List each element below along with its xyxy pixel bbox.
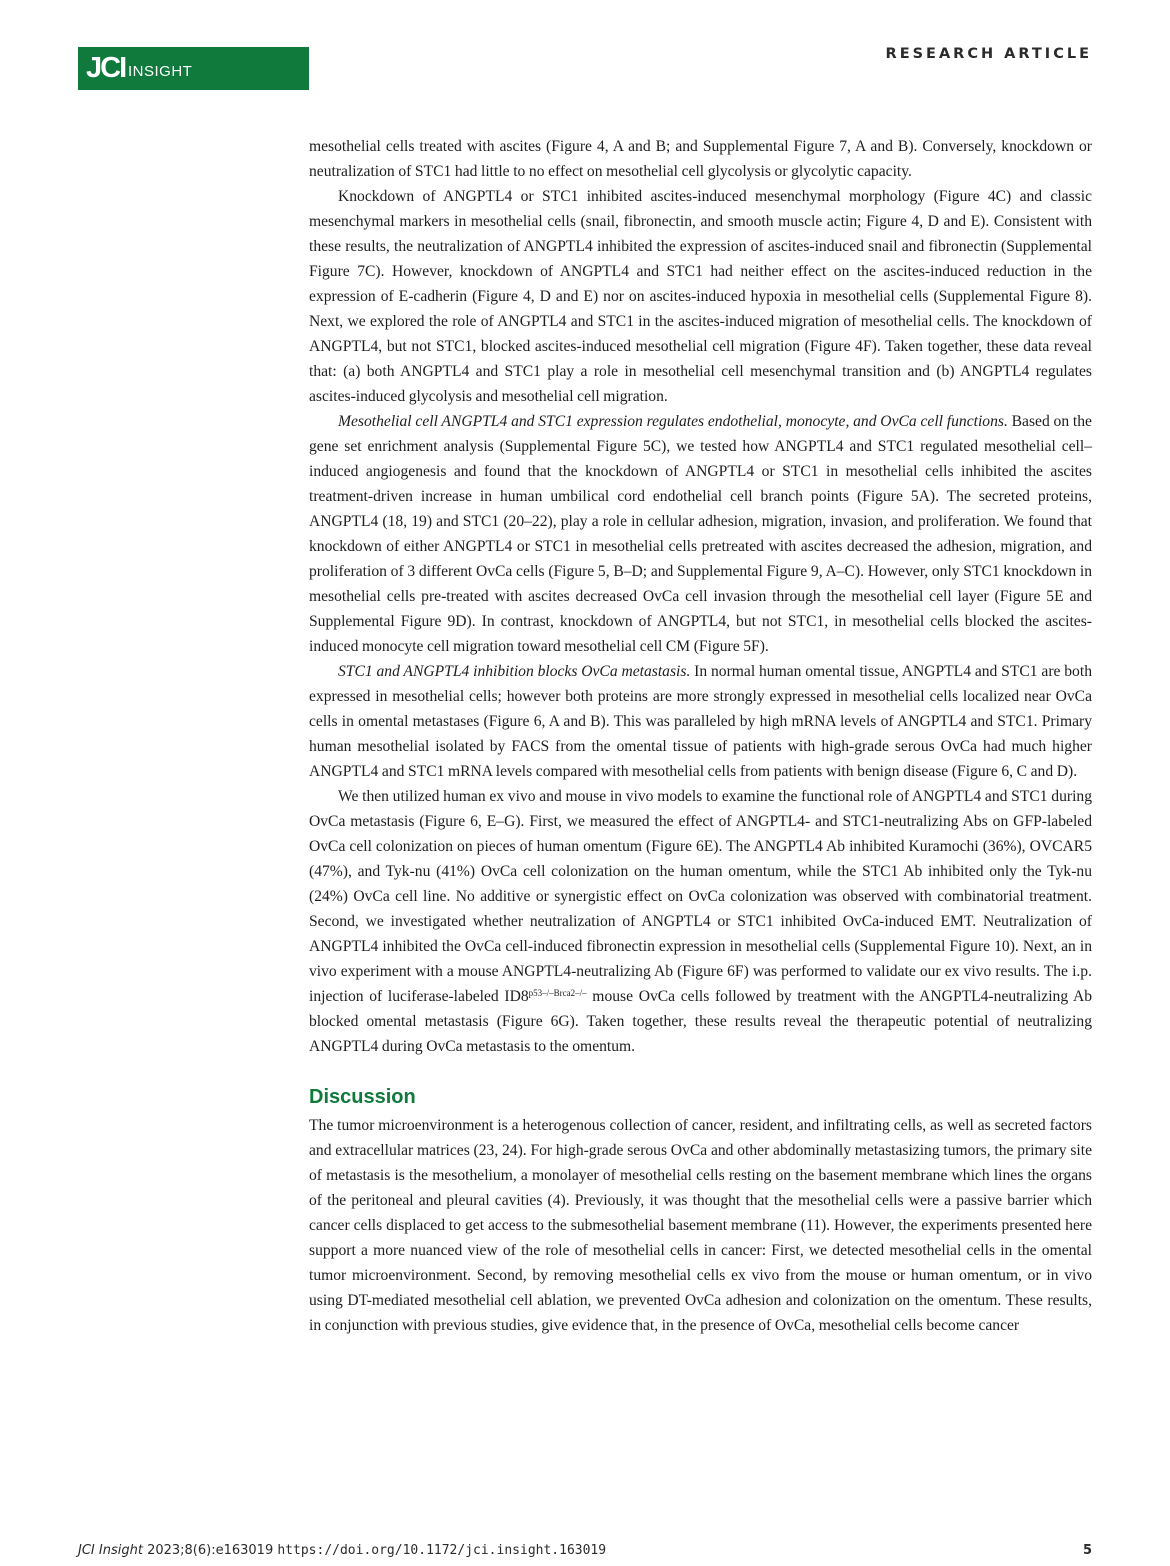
paragraph-4-text: In normal human omental tissue, ANGPTL4 and STC1 are both expressed in mesothelial cells; however both proteins are more strongly expressed in mesothelial cells localized near OvCa cells in omental metastases (Figure 6, A and B). This was paralleled by high mRNA levels of ANGPTL4 and STC1. Primary human mesothelial isolated by FACS from the omental tissue of patients with high-grade serous OvCa had much higher ANGPTL4 and STC1 mRNA levels compared with mesothelial cells from patients with benign disease (Figure 6, C and D). xyxy=(309,663,1092,780)
genotype-superscript: p53–/–Brca2–/– xyxy=(528,988,587,998)
paragraph-1: mesothelial cells treated with ascites (Figure 4, A and B; and Supplemental Figure 7, A and B). Conversely, knockdown or neutralization of STC1 had little to no effect on mesothelial cell glycolysis or glycolytic capacity. xyxy=(309,138,1092,180)
paragraph-4 xyxy=(309,659,1092,784)
logo-mark: JCI xyxy=(86,52,126,84)
footer-journal-name: JCI Insight xyxy=(78,1543,143,1558)
paragraph-3-text: Based on the gene set enrichment analysis (Supplemental Figure 5C), we tested how ANGPTL4 and STC1 regulated mesothelial cell–induced angiogenesis and found that the knockdown of ANGPTL4 or STC1 in mesothelial cells inhibited the ascites treatment-driven increase in human umbilical cord endothelial cell branch points (Figure 5A). The secreted proteins, ANGPTL4 (18, 19) and STC1 (20–22), play a role in cellular adhesion, migration, invasion, and proliferation. We found that knockdown of either ANGPTL4 or STC1 in mesothelial cells pretreated with ascites decreased the adhesion, migration, and proliferation of 3 different OvCa cells (Figure 5, B–D; and Supplemental Figure 9, A–C). However, only STC1 knockdown in mesothelial cells pre-treated with ascites decreased OvCa cell invasion through the mesothelial cell layer (Figure 5E and Supplemental Figure 9D). In contrast, knockdown of ANGPTL4, but not STC1, in mesothelial cells blocked the ascites-induced monocyte cell migration toward mesothelial cell CM (Figure 5F). xyxy=(309,413,1092,655)
paragraph-5 xyxy=(309,784,1092,1059)
journal-logo xyxy=(78,47,309,90)
paragraph-3-run-in-heading: Mesothelial cell ANGPTL4 and STC1 expression regulates endothelial, monocyte, and OvCa cell functions. xyxy=(338,413,1008,430)
footer-citation-text: 2023;8(6):e163019 xyxy=(142,1543,278,1558)
paragraph-3 xyxy=(309,409,1092,659)
paragraph-4-run-in-heading: STC1 and ANGPTL4 inhibition blocks OvCa metastasis. xyxy=(338,663,691,680)
logo-word: INSIGHT xyxy=(128,63,193,80)
paragraph-2: Knockdown of ANGPTL4 or STC1 inhibited ascites-induced mesenchymal morphology (Figure 4C) and classic mesenchymal markers in mesothelial cells (snail, fibronectin, and smooth muscle actin; Figure 4, D and E). Consistent with these results, the neutralization of ANGPTL4 inhibited the expression of ascites-induced snail and fibronectin (Supplemental Figure 7C). However, knockdown of ANGPTL4 and STC1 had neither effect on the ascites-induced reduction in the expression of E-cadherin (Figure 4, D and E) nor on ascites-induced hypoxia in mesothelial cells (Supplemental Figure 8). Next, we explored the role of ANGPTL4 and STC1 in the ascites-induced migration of mesothelial cells. The knockdown of ANGPTL4, but not STC1, blocked ascites-induced mesothelial cell migration (Figure 4F). Taken together, these data reveal that: (a) both ANGPTL4 and STC1 play a role in mesothelial cell mesenchymal transition and (b) ANGPTL4 regulates ascites-induced glycolysis and mesothelial cell migration. xyxy=(309,188,1092,405)
paragraph-5-text-b: mouse OvCa cells followed by treatment with the ANGPTL4-neutralizing Ab blocked omental metastasis (Figure 6G). Taken together, these results reveal the therapeutic potential of neutralizing ANGPTL4 during OvCa metastasis to the omentum. xyxy=(309,988,1093,1055)
footer-doi-link[interactable]: https://doi.org/10.1172/jci.insight.163019 xyxy=(277,1543,607,1558)
article-body xyxy=(309,134,1092,1338)
paragraph-5-text-a: We then utilized human ex vivo and mouse in vivo models to examine the functional role of ANGPTL4 and STC1 during OvCa metastasis (Figure 6, E–G). First, we measured the effect of ANGPTL4- and STC1-neutralizing Abs on GFP-labeled OvCa cell colonization on pieces of human omentum (Figure 6E). The ANGPTL4 Ab inhibited Kuramochi (36%), OVCAR5 (47%), and Tyk-nu (41%) OvCa cell colonization on the human omentum, while the STC1 Ab inhibited only the Tyk-nu (24%) OvCa cell line. No additive or synergistic effect on OvCa colonization was observed with combinatorial treatment. Second, we investigated whether neutralization of ANGPTL4 or STC1 inhibited OvCa-induced EMT. Neutralization of ANGPTL4 inhibited the OvCa cell-induced fibronectin expression in mesothelial cells (Supplemental Figure 10). Next, an in vivo experiment with a mouse ANGPTL4-neutralizing Ab (Figure 6F) was performed to validate our ex vivo results. The i.p. injection of luciferase-labeled ID8 xyxy=(309,788,1092,1005)
discussion-heading: Discussion xyxy=(309,1086,416,1108)
footer-citation xyxy=(78,1543,606,1558)
paragraph-6: The tumor microenvironment is a heterogenous collection of cancer, resident, and infiltrating cells, as well as secreted factors and extracellular matrices (23, 24). For high-grade serous OvCa and other abdominally metastasizing tumors, the primary site of metastasis is the mesothelium, a monolayer of mesothelial cells resting on the basement membrane which lines the organs of the peritoneal and pleural cavities (4). Previously, it was thought that the mesothelial cells were a passive barrier which cancer cells displaced to get access to the submesothelial basement membrane (11). However, the experiments presented here support a more nuanced view of the role of mesothelial cells in cancer: First, we detected mesothelial cells in the omental tumor microenvironment. Second, by removing mesothelial cells ex vivo from the mouse or human omentum, or in vivo using DT-mediated mesothelial cell ablation, we prevented OvCa adhesion and colonization on the omentum. These results, in conjunction with previous studies, give evidence that, in the presence of OvCa, mesothelial cells become cancer xyxy=(309,1117,1092,1334)
article-type-label: RESEARCH ARTICLE xyxy=(885,46,1092,62)
page-number: 5 xyxy=(1082,1543,1092,1558)
